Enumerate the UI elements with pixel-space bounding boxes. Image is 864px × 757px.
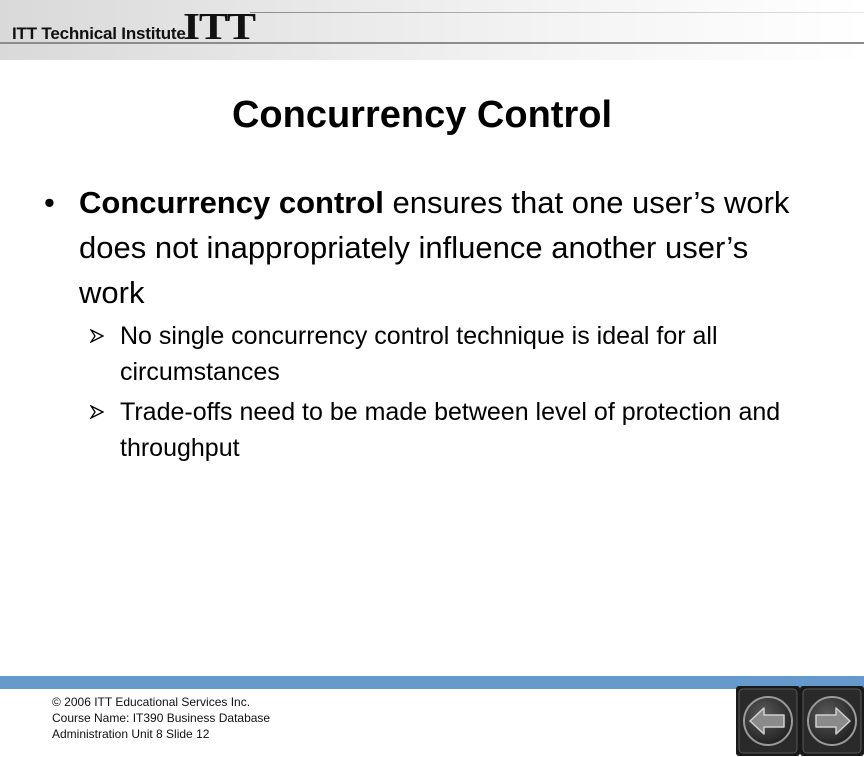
bullet-dot: • bbox=[44, 185, 55, 220]
slide-title: Concurrency Control bbox=[231, 94, 613, 136]
footer-info bbox=[52, 694, 270, 742]
sub-bullet-text: Trade-offs need to be made between level of protection and throughput bbox=[120, 398, 781, 462]
next-slide-button[interactable] bbox=[800, 686, 864, 756]
sub-bullet-item bbox=[90, 318, 810, 390]
unit-slide-text: Administration Unit 8 Slide 12 bbox=[52, 727, 210, 741]
institute-name: ITT Technical Institute bbox=[12, 24, 186, 43]
itt-logo: ITT bbox=[183, 6, 255, 48]
copyright-text: © 2006 ITT Educational Services Inc. bbox=[52, 695, 251, 709]
header-top-rule bbox=[250, 12, 864, 13]
bold-term: Concurrency control bbox=[79, 185, 384, 220]
header-banner bbox=[0, 0, 864, 60]
course-name-text: Course Name: IT390 Business Database bbox=[52, 711, 271, 725]
sub-bullet-item bbox=[90, 394, 810, 466]
main-bullet-text bbox=[79, 180, 804, 315]
arrowhead-bullet-icon bbox=[90, 329, 104, 343]
main-bullet-body: ensures that one user’s work does not inappropriately influence another user’s work bbox=[79, 185, 790, 310]
previous-slide-button[interactable] bbox=[736, 686, 800, 756]
arrow-right-icon bbox=[800, 686, 864, 756]
sub-bullet-text: No single concurrency control technique is ideal for all circumstances bbox=[120, 322, 718, 386]
arrow-left-icon bbox=[736, 686, 800, 756]
sub-bullet-list bbox=[90, 318, 810, 470]
main-bullet bbox=[44, 180, 804, 315]
arrowhead-bullet-icon bbox=[90, 405, 104, 419]
footer-bar bbox=[0, 676, 864, 689]
